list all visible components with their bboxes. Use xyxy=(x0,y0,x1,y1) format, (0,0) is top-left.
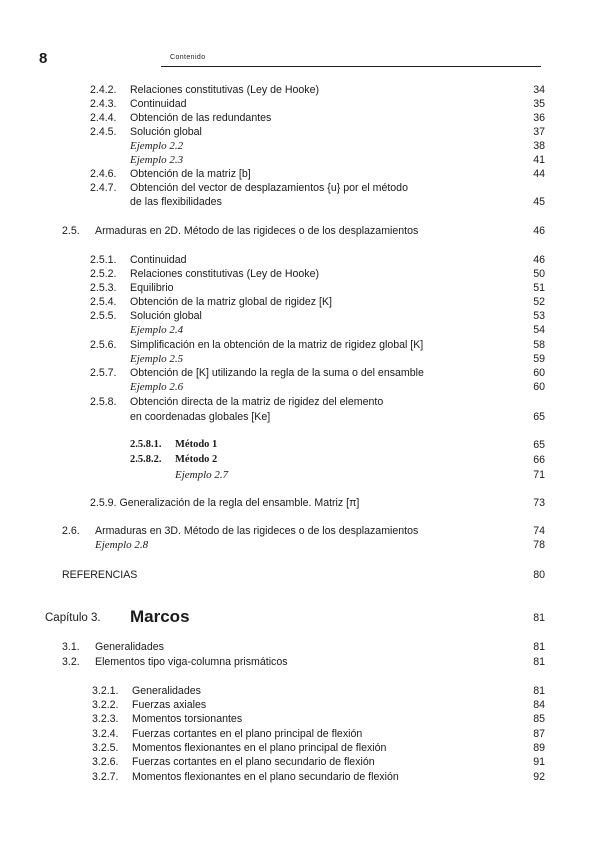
toc-entry-number: 2.5.7. xyxy=(90,367,117,379)
toc-entry-number: 2.5.4. xyxy=(90,296,117,308)
toc-entry-number: 2.4.7. xyxy=(90,182,117,194)
toc-entry xyxy=(0,468,600,482)
toc-entry-number: 2.5.8. xyxy=(90,396,117,408)
toc-entry-page: 50 xyxy=(533,268,545,280)
toc-entry xyxy=(0,139,600,153)
toc-entry-number: 3.2.6. xyxy=(92,756,119,768)
toc-entry-page: 60 xyxy=(533,381,545,393)
toc-entry-title: Obtención directa de la matriz de rigidez del elemento xyxy=(130,396,384,408)
page-number: 8 xyxy=(39,50,48,67)
toc-entry-page: 45 xyxy=(533,196,545,208)
toc-entry xyxy=(0,153,600,167)
toc-entry-page: 65 xyxy=(533,439,545,451)
toc-entry-title: Fuerzas cortantes en el plano principal de flexión xyxy=(132,728,363,740)
toc-entry-title: Obtención de la matriz global de rigidez [K] xyxy=(130,296,332,308)
toc-entry-title: Generalidades xyxy=(132,685,201,697)
toc-entry xyxy=(0,125,600,139)
toc-entry xyxy=(0,167,600,181)
toc-entry-page: 81 xyxy=(533,612,545,624)
toc-entry-title: Ejemplo 2.5 xyxy=(130,353,184,365)
toc-entry-page: 46 xyxy=(533,225,545,237)
toc-entry-page: 92 xyxy=(533,771,545,783)
toc-entry-page: 81 xyxy=(533,656,545,668)
toc-entry-title: Momentos torsionantes xyxy=(132,713,243,725)
toc-entry-title: Equilibrio xyxy=(130,282,174,294)
toc-entry-page: 91 xyxy=(533,756,545,768)
toc-entry xyxy=(0,352,600,366)
toc-entry xyxy=(0,741,600,755)
toc-entry-page: 51 xyxy=(533,282,545,294)
chapter-label: Capítulo 3. xyxy=(45,612,101,624)
toc-entry xyxy=(0,453,600,467)
toc-entry xyxy=(0,224,600,238)
toc-entry xyxy=(0,338,600,352)
toc-entry-title: Fuerzas axiales xyxy=(132,699,207,711)
toc-entry-page: 60 xyxy=(533,367,545,379)
toc-entry xyxy=(0,267,600,281)
toc-entry-page: 52 xyxy=(533,296,545,308)
toc-entry xyxy=(0,496,600,510)
toc-entry-title: Relaciones constitutivas (Ley de Hooke) xyxy=(130,268,320,280)
toc-entry-page: 73 xyxy=(533,497,545,509)
toc-entry-title: Ejemplo 2.2 xyxy=(130,140,184,152)
toc-entry-page: 59 xyxy=(533,353,545,365)
toc-entry-title: Momentos flexionantes en el plano secundario de flexión xyxy=(132,771,399,783)
toc-entry xyxy=(0,538,600,552)
toc-entry xyxy=(0,698,600,712)
toc-entry-number: 2.5.3. xyxy=(90,282,117,294)
toc-entry-title: Generalidades xyxy=(95,641,164,653)
toc-entry-page: 44 xyxy=(533,168,545,180)
toc-entry-page: 74 xyxy=(533,525,545,537)
toc-entry xyxy=(0,410,600,424)
toc-entry-title: Método 2 xyxy=(175,454,218,465)
toc-entry-page: 36 xyxy=(533,112,545,124)
toc-entry-title: 2.5.9. Generalización de la regla del ensamble. Matriz [π] xyxy=(90,497,360,509)
toc-entry xyxy=(0,395,600,409)
toc-entry-title: Solución global xyxy=(130,126,202,138)
toc-entry-number: 3.2.3. xyxy=(92,713,119,725)
toc-entry-page: 66 xyxy=(533,454,545,466)
toc-entry-page: 46 xyxy=(533,254,545,266)
toc-entry-title: Fuerzas cortantes en el plano secundario de flexión xyxy=(132,756,375,768)
toc-entry xyxy=(0,684,600,698)
toc-entry xyxy=(0,655,600,669)
toc-entry xyxy=(0,323,600,337)
toc-entry-title: Elementos tipo viga-columna prismáticos xyxy=(95,656,288,668)
toc-entry-number: 2.5.6. xyxy=(90,339,117,351)
toc-entry xyxy=(0,640,600,654)
toc-entry xyxy=(0,524,600,538)
toc-entry-number: 2.5.1. xyxy=(90,254,117,266)
toc-entry-number: 2.4.2. xyxy=(90,84,117,96)
toc-entry-number: 3.2.7. xyxy=(92,771,119,783)
toc-entry-number: 2.4.4. xyxy=(90,112,117,124)
toc-entry-title: Obtención de [K] utilizando la regla de la suma o del ensamble xyxy=(130,367,424,379)
toc-entry-title: Ejemplo 2.7 xyxy=(175,469,229,481)
toc-entry-title: Obtención de la matriz [b] xyxy=(130,168,251,180)
toc-entry-title: Solución global xyxy=(130,310,202,322)
toc-entry xyxy=(0,195,600,209)
toc-entry-page: 53 xyxy=(533,310,545,322)
toc-entry xyxy=(0,712,600,726)
toc-entry-number: 3.2.1. xyxy=(92,685,119,697)
toc-entry-title: Continuidad xyxy=(130,254,187,266)
toc-entry-title: Ejemplo 2.6 xyxy=(130,381,184,393)
toc-entry-number: 3.2.5. xyxy=(92,742,119,754)
toc-entry-page: 37 xyxy=(533,126,545,138)
toc-entry-page: 71 xyxy=(533,469,545,481)
toc-entry xyxy=(0,568,600,582)
toc-entry-page: 87 xyxy=(533,728,545,740)
toc-entry-number: 3.2.2. xyxy=(92,699,119,711)
toc-entry xyxy=(0,97,600,111)
toc-entry-title: REFERENCIAS xyxy=(62,569,138,581)
toc-entry-title: Momentos flexionantes en el plano principal de flexión xyxy=(132,742,387,754)
toc-entry-page: 35 xyxy=(533,98,545,110)
toc-entry-page: 78 xyxy=(533,539,545,551)
toc-entry-number: 3.2. xyxy=(62,656,80,668)
toc-entry xyxy=(0,83,600,97)
toc-entry-page: 65 xyxy=(533,411,545,423)
toc-entry-title: Método 1 xyxy=(175,439,218,450)
toc-entry-title: de las flexibilidades xyxy=(130,196,222,208)
toc-entry-page: 84 xyxy=(533,699,545,711)
toc-entry-page: 41 xyxy=(533,154,545,166)
running-title: Contenido xyxy=(170,54,206,61)
toc-entry-page: 81 xyxy=(533,641,545,653)
toc-entry-title: Obtención del vector de desplazamientos {u} por el método xyxy=(130,182,408,194)
toc-entry-number: 2.4.5. xyxy=(90,126,117,138)
toc-entry-title: Armaduras en 3D. Método de las rigideces o de los desplazamientos xyxy=(95,525,419,537)
toc-entry-number: 3.2.4. xyxy=(92,728,119,740)
toc-entry-title: Ejemplo 2.3 xyxy=(130,154,184,166)
toc-entry xyxy=(0,770,600,784)
toc-entry-number: 2.5.5. xyxy=(90,310,117,322)
toc-entry-page: 58 xyxy=(533,339,545,351)
toc-entry-title: Ejemplo 2.8 xyxy=(95,539,149,551)
toc-entry-title: Ejemplo 2.4 xyxy=(130,324,184,336)
toc-entry-number: 2.5.8.2. xyxy=(130,454,162,465)
toc-entry xyxy=(0,111,600,125)
toc-entry xyxy=(0,309,600,323)
toc-entry-title: Obtención de las redundantes xyxy=(130,112,272,124)
toc-entry xyxy=(0,727,600,741)
toc-entry-title: Relaciones constitutivas (Ley de Hooke) xyxy=(130,84,320,96)
toc-entry xyxy=(0,253,600,267)
toc-entry-title: Continuidad xyxy=(130,98,187,110)
toc-entry-page: 54 xyxy=(533,324,545,336)
header-rule xyxy=(161,66,541,67)
toc-entry xyxy=(0,295,600,309)
toc-entry-number: 2.4.6. xyxy=(90,168,117,180)
toc-entry xyxy=(0,281,600,295)
toc-entry-number: 2.6. xyxy=(62,525,80,537)
toc-entry-page: 34 xyxy=(533,84,545,96)
toc-entry-page: 85 xyxy=(533,713,545,725)
toc-entry-page: 38 xyxy=(533,140,545,152)
chapter-title: Marcos xyxy=(130,607,190,626)
toc-entry xyxy=(0,181,600,195)
toc-entry-page: 89 xyxy=(533,742,545,754)
toc-entry-page: 81 xyxy=(533,685,545,697)
toc-entry xyxy=(0,755,600,769)
toc-entry-number: 3.1. xyxy=(62,641,80,653)
toc-entry xyxy=(0,608,600,628)
toc-entry-number: 2.5.2. xyxy=(90,268,117,280)
toc-entry-title: Armaduras en 2D. Método de las rigideces o de los desplazamientos xyxy=(95,225,419,237)
toc-entry-title: en coordenadas globales [Ke] xyxy=(130,411,271,423)
toc-entry-number: 2.5.8.1. xyxy=(130,439,162,450)
toc-entry-number: 2.4.3. xyxy=(90,98,117,110)
toc-entry-number: 2.5. xyxy=(62,225,80,237)
toc-entry xyxy=(0,438,600,452)
toc-entry xyxy=(0,380,600,394)
toc-entry xyxy=(0,366,600,380)
toc-entry-title: Simplificación en la obtención de la matriz de rigidez global [K] xyxy=(130,339,424,351)
toc-entry-page: 80 xyxy=(533,569,545,581)
